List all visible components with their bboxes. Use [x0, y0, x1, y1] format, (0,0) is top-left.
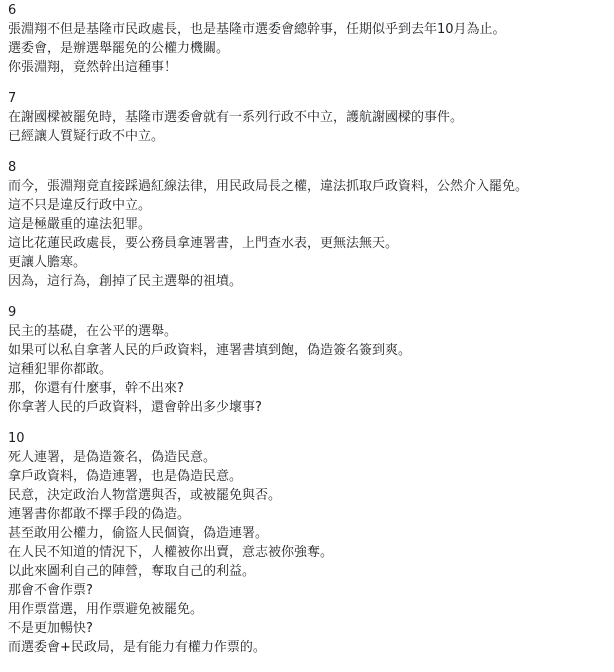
section-gap — [8, 291, 614, 303]
text-line: 你張淵翔，竟然幹出這種事！ — [8, 60, 178, 75]
section-7 — [8, 89, 614, 146]
text-line: 連署書你都敢不擇手段的偽造。 — [8, 507, 191, 522]
text-line: 以此來圖利自己的陣營，奪取自己的利益。 — [8, 564, 256, 579]
text-line: 張淵翔不但是基隆市民政處長，也是基隆市選委會總幹事，任期似乎到去年10月為止。 — [8, 22, 506, 37]
text-line: 這比花蓮民政處長，要公務員拿連署書，上門查水表，更無法無天。 — [8, 236, 399, 251]
section-gap — [8, 146, 614, 158]
text-line: 選委會，是辦選舉罷免的公權力機關。 — [8, 41, 230, 56]
text-line: 死人連署，是偽造簽名，偽造民意。 — [8, 450, 217, 465]
text-line: 那會不會作票? — [8, 583, 93, 598]
text-line: 甚至敢用公權力，偷盜人民個資，偽造連署。 — [8, 526, 269, 541]
text-line: 不是更加暢快? — [8, 621, 93, 636]
section-number: 10 — [8, 431, 25, 446]
section-gap — [8, 77, 614, 89]
text-line: 用作票當選，用作票避免被罷免。 — [8, 602, 204, 617]
section-9 — [8, 303, 614, 417]
text-line: 而今，張淵翔竟直接踩過紅線法律，用民政局長之權，違法抓取戶政資料，公然介入罷免。 — [8, 179, 529, 194]
section-10 — [8, 429, 614, 657]
text-line: 那，你還有什麼事，幹不出來? — [8, 381, 184, 396]
section-number: 7 — [8, 91, 17, 106]
text-line: 民主的基礎，在公平的選舉。 — [8, 324, 178, 339]
text-line: 這是極嚴重的違法犯罪。 — [8, 217, 152, 232]
section-6 — [8, 1, 614, 77]
text-line: 在謝國樑被罷免時，基隆市選委會就有一系列行政不中立，護航謝國樑的事件。 — [8, 110, 464, 125]
text-line: 已經讓人質疑行政不中立。 — [8, 129, 165, 144]
text-line: 如果可以私自拿著人民的戶政資料，連署書填到飽，偽造簽名簽到爽。 — [8, 343, 412, 358]
section-gap — [8, 417, 614, 429]
text-line: 而選委會+民政局，是有能力有權力作票的。 — [8, 640, 266, 655]
text-line: 因為，這行為，創掉了民主選舉的祖墳。 — [8, 274, 243, 289]
section-number: 6 — [8, 3, 17, 18]
text-line: 民意，決定政治人物當選與否，或被罷免與否。 — [8, 488, 282, 503]
text-line: 在人民不知道的情況下，人權被你出賣，意志被你強奪。 — [8, 545, 334, 560]
section-number: 9 — [8, 305, 17, 320]
text-line: 這不只是違反行政中立。 — [8, 198, 152, 213]
section-8 — [8, 158, 614, 291]
text-line: 這種犯罪你都敢。 — [8, 362, 113, 377]
section-number: 8 — [8, 160, 17, 175]
text-line: 拿戶政資料，偽造連署，也是偽造民意。 — [8, 469, 243, 484]
text-line: 更讓人膽寒。 — [8, 255, 87, 270]
text-line: 你拿著人民的戶政資料，還會幹出多少壞事? — [8, 400, 262, 415]
